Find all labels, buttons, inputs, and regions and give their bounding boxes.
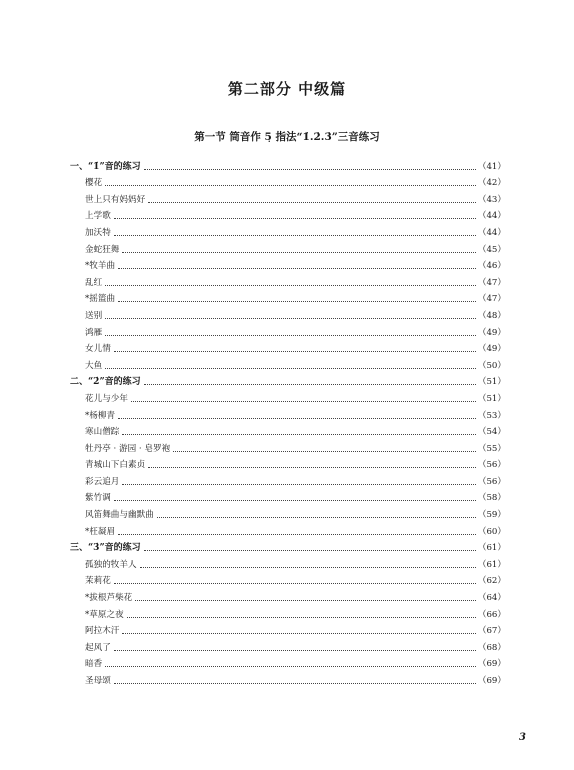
toc-entry-title: 上学歌 <box>85 211 111 222</box>
toc-entry-title: 孤独的牧羊人 <box>85 559 137 570</box>
toc-page-number: （46） <box>477 261 506 272</box>
toc-entry-title: 起风了 <box>85 642 111 653</box>
toc-entry-title: 大鱼 <box>85 360 103 371</box>
toc-entry-title: 送别 <box>85 310 103 321</box>
toc-entry[interactable] <box>70 670 506 687</box>
dot-leader <box>105 318 476 319</box>
dot-leader <box>114 650 476 651</box>
toc-entry[interactable] <box>70 289 506 306</box>
toc-page-number: （48） <box>477 310 506 321</box>
toc-entry-title: 二、“2̇”音的练习 <box>70 377 141 388</box>
dot-leader <box>144 169 476 170</box>
toc-entry-title: 紫竹调 <box>85 493 111 504</box>
dot-leader <box>114 218 476 219</box>
toc-entry[interactable] <box>70 239 506 256</box>
toc-entry[interactable] <box>70 222 506 239</box>
toc-entry[interactable] <box>70 422 506 439</box>
dot-leader <box>114 683 476 684</box>
toc-page-number: （61） <box>477 559 506 570</box>
toc-entry[interactable] <box>70 173 506 190</box>
toc-entry[interactable] <box>70 305 506 322</box>
toc-entry[interactable] <box>70 587 506 604</box>
toc-page-number: （43） <box>477 194 506 205</box>
dot-leader <box>105 285 476 286</box>
toc-page-number: （67） <box>477 626 506 637</box>
toc-page-number: （51） <box>477 377 506 388</box>
toc-page-number: （69） <box>477 659 506 670</box>
dot-leader <box>105 335 476 336</box>
toc-entry[interactable] <box>70 339 506 356</box>
toc-entry-title: 寒山僧踪 <box>85 427 120 438</box>
toc-page-number: （51） <box>477 393 506 404</box>
dot-leader <box>140 567 476 568</box>
dot-leader <box>122 252 475 253</box>
toc-page-number: （68） <box>477 642 506 653</box>
toc-page-number: （55） <box>477 443 506 454</box>
toc-page-number: （56） <box>477 476 506 487</box>
toc-entry-title: 乱红 <box>85 277 103 288</box>
toc-entry-title: *拔根芦柴花 <box>85 593 133 604</box>
toc-entry[interactable] <box>70 488 506 505</box>
toc-page-number: （66） <box>477 609 506 620</box>
toc-entry-title: 世上只有妈妈好 <box>85 194 146 205</box>
toc-entry-title: 圣母颂 <box>85 676 111 686</box>
dot-leader <box>118 534 476 535</box>
dot-leader <box>118 301 476 302</box>
toc-page-number: （41） <box>477 161 506 172</box>
toc-entry-title: 鸿雁 <box>85 327 103 338</box>
toc-entry[interactable] <box>70 471 506 488</box>
toc-entry[interactable] <box>70 455 506 472</box>
toc-page-number: （69） <box>477 676 506 686</box>
toc-entry-title: 女儿情 <box>85 344 111 355</box>
toc-entry-title: 三、“3̇”音的练习 <box>70 543 141 554</box>
toc-entry[interactable] <box>70 621 506 638</box>
dot-leader <box>122 484 475 485</box>
toc-entry-title: *摇篮曲 <box>85 294 116 305</box>
dot-leader <box>148 467 476 468</box>
dot-leader <box>118 268 476 269</box>
dot-leader <box>144 384 476 385</box>
toc-page-number: （47） <box>477 277 506 288</box>
toc-page-number: （60） <box>477 526 506 537</box>
toc-page-number: （47） <box>477 294 506 305</box>
dot-leader <box>144 550 476 551</box>
toc-entry-title: 暗香 <box>85 659 103 670</box>
dot-leader <box>114 583 476 584</box>
dot-leader <box>114 500 476 501</box>
dot-leader <box>118 418 476 419</box>
toc-page-number: （45） <box>477 244 506 255</box>
dot-leader <box>105 666 476 667</box>
toc-page-number: （42） <box>477 178 506 189</box>
toc-page-number: （44） <box>477 211 506 222</box>
dot-leader <box>122 633 475 634</box>
toc-entry-title: 加沃特 <box>85 227 111 238</box>
dot-leader <box>173 451 476 452</box>
toc-entry-title: 风笛舞曲与幽默曲 <box>85 510 154 521</box>
toc-entry-title: 茉莉花 <box>85 576 111 587</box>
toc-entry[interactable] <box>70 654 506 671</box>
toc-page-number: （58） <box>477 493 506 504</box>
toc-entry[interactable] <box>70 521 506 538</box>
table-of-contents <box>70 156 506 687</box>
toc-page-number: （49） <box>477 327 506 338</box>
toc-entry-title: 青城山下白素贞 <box>85 460 146 471</box>
toc-entry-title: *草原之夜 <box>85 609 124 620</box>
dot-leader <box>114 235 476 236</box>
section-title: 第一节 筒音作 5̣ 指法“1̇.2̇.3̇”三音练习 <box>194 131 380 143</box>
dot-leader <box>157 517 476 518</box>
dot-leader <box>148 202 476 203</box>
toc-entry[interactable] <box>70 554 506 571</box>
dot-leader <box>127 617 476 618</box>
toc-entry[interactable] <box>70 504 506 521</box>
toc-entry-title: *牧羊曲 <box>85 261 116 272</box>
toc-page-number: （56） <box>477 460 506 471</box>
toc-page-number: （54） <box>477 427 506 438</box>
toc-heading[interactable] <box>70 156 506 173</box>
toc-entry-title: *杨柳青 <box>85 410 116 421</box>
toc-entry-title: 花儿与少年 <box>85 393 128 404</box>
toc-entry[interactable] <box>70 272 506 289</box>
toc-entry[interactable] <box>70 322 506 339</box>
toc-entry[interactable] <box>70 206 506 223</box>
dot-leader <box>135 600 476 601</box>
toc-entry[interactable] <box>70 637 506 654</box>
toc-page-number: （44） <box>477 227 506 238</box>
dot-leader <box>105 185 476 186</box>
toc-entry[interactable] <box>70 405 506 422</box>
toc-page-number: （64） <box>477 593 506 604</box>
toc-page-number: （62） <box>477 576 506 587</box>
toc-page-number: （53） <box>477 410 506 421</box>
toc-entry[interactable] <box>70 438 506 455</box>
dot-leader <box>114 351 476 352</box>
toc-entry-title: 牡丹亭 · 游园 · 皂罗袍 <box>85 443 171 454</box>
toc-entry[interactable] <box>70 189 506 206</box>
toc-entry[interactable] <box>70 355 506 372</box>
toc-entry[interactable] <box>70 388 506 405</box>
toc-entry[interactable] <box>70 604 506 621</box>
toc-page-number: （50） <box>477 360 506 371</box>
toc-heading[interactable] <box>70 372 506 389</box>
dot-leader <box>105 368 476 369</box>
toc-page-number: （49） <box>477 344 506 355</box>
dot-leader <box>131 401 476 402</box>
toc-heading[interactable] <box>70 538 506 555</box>
toc-page-number: （61） <box>477 543 506 554</box>
part-title: 第二部分 中级篇 <box>227 80 347 98</box>
toc-entry-title: *枉凝眉 <box>85 526 116 537</box>
toc-page-number: （59） <box>477 510 506 521</box>
toc-entry-title: 阿拉木汗 <box>85 626 120 637</box>
dot-leader <box>122 434 475 435</box>
toc-entry[interactable] <box>70 571 506 588</box>
page-number: 3 <box>519 732 526 743</box>
toc-entry[interactable] <box>70 256 506 273</box>
toc-entry-title: 一、“1̇”音的练习 <box>70 161 141 172</box>
toc-entry-title: 金蛇狂舞 <box>85 244 120 255</box>
toc-entry-title: 彩云追月 <box>85 476 120 487</box>
toc-entry-title: 樱花 <box>85 178 103 189</box>
